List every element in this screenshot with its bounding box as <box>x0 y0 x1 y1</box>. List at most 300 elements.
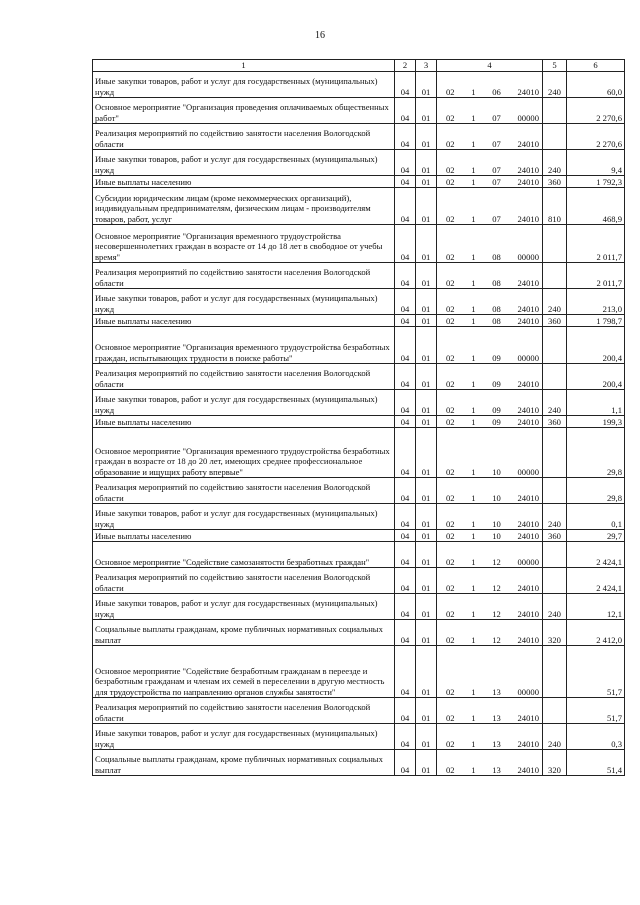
row-name: Иные выплаты населению <box>93 315 395 327</box>
subsection-code: 01 <box>416 478 437 504</box>
code-part: 02 <box>446 164 455 175</box>
row-name: Реализация мероприятий по содействию занятости населения Вологодской области <box>93 568 395 594</box>
row-name: Социальные выплаты гражданам, кроме публичных нормативных социальных выплат <box>93 620 395 646</box>
expense-type-code <box>543 698 567 724</box>
target-article-parts <box>437 252 542 262</box>
code-part: 09 <box>492 416 501 427</box>
section-code: 04 <box>395 478 416 504</box>
section-code: 04 <box>395 646 416 698</box>
target-article-parts <box>437 353 542 363</box>
code-part: 00000 <box>517 112 539 123</box>
code-part: 13 <box>492 738 501 749</box>
table-row <box>93 530 625 542</box>
amount: 29,7 <box>567 530 625 542</box>
table-row <box>93 124 625 150</box>
expense-type-code: 240 <box>543 289 567 315</box>
section-code: 04 <box>395 98 416 124</box>
code-part: 06 <box>492 86 501 97</box>
amount: 9,4 <box>567 150 625 176</box>
target-article-code <box>437 390 543 416</box>
target-article-code <box>437 568 543 594</box>
row-name: Иные выплаты населению <box>93 416 395 428</box>
column-header: 6 <box>567 60 625 72</box>
code-part: 10 <box>492 492 501 503</box>
section-code: 04 <box>395 620 416 646</box>
subsection-code: 01 <box>416 176 437 188</box>
code-part: 24010 <box>517 582 539 593</box>
code-part: 02 <box>446 764 455 775</box>
section-code: 04 <box>395 594 416 620</box>
budget-table <box>92 59 625 776</box>
code-part: 24010 <box>517 764 539 775</box>
code-part: 24010 <box>517 738 539 749</box>
column-header: 4 <box>437 60 543 72</box>
row-name: Основное мероприятие "Содействие самозанятости безработных граждан" <box>93 542 395 568</box>
code-part: 24010 <box>517 712 539 723</box>
target-article-parts <box>437 739 542 749</box>
code-part: 02 <box>446 176 455 187</box>
row-name: Реализация мероприятий по содействию занятости населения Вологодской области <box>93 698 395 724</box>
expense-type-code <box>543 225 567 263</box>
code-part: 1 <box>471 556 476 567</box>
code-part: 02 <box>446 86 455 97</box>
target-article-code <box>437 150 543 176</box>
section-code: 04 <box>395 124 416 150</box>
section-code: 04 <box>395 315 416 327</box>
expense-type-code: 240 <box>543 150 567 176</box>
expense-type-code <box>543 124 567 150</box>
amount: 60,0 <box>567 72 625 98</box>
target-article-parts <box>437 214 542 224</box>
code-part: 1 <box>471 416 476 427</box>
code-part: 09 <box>492 352 501 363</box>
amount: 2 412,0 <box>567 620 625 646</box>
target-article-code <box>437 478 543 504</box>
target-article-code <box>437 289 543 315</box>
subsection-code: 01 <box>416 568 437 594</box>
code-part: 1 <box>471 112 476 123</box>
target-article-parts <box>437 765 542 775</box>
table-row <box>93 327 625 364</box>
subsection-code: 01 <box>416 72 437 98</box>
target-article-code <box>437 646 543 698</box>
row-name: Основное мероприятие "Содействие безработным гражданам в переезде и безработным гражданам и членам их семей в переселении в другую местность для трудоустройства по направлению органов службы занятости" <box>93 646 395 698</box>
code-part: 1 <box>471 492 476 503</box>
subsection-code: 01 <box>416 724 437 750</box>
target-article-parts <box>437 113 542 123</box>
code-part: 24010 <box>517 518 539 529</box>
code-part: 24010 <box>517 315 539 326</box>
code-part: 1 <box>471 634 476 645</box>
code-part: 00000 <box>517 686 539 697</box>
table-row <box>93 225 625 263</box>
row-name: Иные закупки товаров, работ и услуг для государственных (муниципальных) нужд <box>93 390 395 416</box>
amount: 1 798,7 <box>567 315 625 327</box>
table-row <box>93 750 625 776</box>
section-code: 04 <box>395 428 416 478</box>
code-part: 02 <box>446 315 455 326</box>
expense-type-code <box>543 646 567 698</box>
expense-type-code: 240 <box>543 594 567 620</box>
section-code: 04 <box>395 72 416 98</box>
code-part: 08 <box>492 251 501 262</box>
row-name: Реализация мероприятий по содействию занятости населения Вологодской области <box>93 124 395 150</box>
code-part: 24010 <box>517 416 539 427</box>
table-row <box>93 698 625 724</box>
amount: 0,3 <box>567 724 625 750</box>
code-part: 1 <box>471 518 476 529</box>
expense-type-code: 360 <box>543 416 567 428</box>
code-part: 1 <box>471 608 476 619</box>
target-article-code <box>437 176 543 188</box>
page-number: 16 <box>315 30 325 41</box>
code-part: 1 <box>471 86 476 97</box>
target-article-code <box>437 263 543 289</box>
target-article-code <box>437 364 543 390</box>
target-article-parts <box>437 687 542 697</box>
expense-type-code: 360 <box>543 176 567 188</box>
table-row <box>93 724 625 750</box>
code-part: 24010 <box>517 164 539 175</box>
code-part: 00000 <box>517 466 539 477</box>
section-code: 04 <box>395 263 416 289</box>
target-article-parts <box>437 278 542 288</box>
subsection-code: 01 <box>416 530 437 542</box>
code-part: 13 <box>492 686 501 697</box>
code-part: 1 <box>471 251 476 262</box>
target-article-code <box>437 750 543 776</box>
target-article-code <box>437 428 543 478</box>
target-article-code <box>437 315 543 327</box>
amount: 2 424,1 <box>567 568 625 594</box>
code-part: 02 <box>446 112 455 123</box>
section-code: 04 <box>395 390 416 416</box>
row-name: Основное мероприятие "Организация временного трудоустройства безработных граждан в возрасте от 18 до 20 лет, имеющих среднее профессиональное образование и ищущих работу впервые" <box>93 428 395 478</box>
section-code: 04 <box>395 724 416 750</box>
amount: 213,0 <box>567 289 625 315</box>
table-row <box>93 263 625 289</box>
code-part: 02 <box>446 352 455 363</box>
amount: 2 270,6 <box>567 98 625 124</box>
amount: 2 270,6 <box>567 124 625 150</box>
code-part: 24010 <box>517 277 539 288</box>
amount: 12,1 <box>567 594 625 620</box>
subsection-code: 01 <box>416 646 437 698</box>
target-article-parts <box>437 139 542 149</box>
amount: 0,1 <box>567 504 625 530</box>
table-row <box>93 390 625 416</box>
expense-type-code <box>543 478 567 504</box>
code-part: 02 <box>446 518 455 529</box>
table-row <box>93 72 625 98</box>
code-part: 02 <box>446 404 455 415</box>
code-part: 13 <box>492 712 501 723</box>
target-article-parts <box>437 165 542 175</box>
column-header: 3 <box>416 60 437 72</box>
subsection-code: 01 <box>416 390 437 416</box>
target-article-parts <box>437 519 542 529</box>
table-row <box>93 568 625 594</box>
code-part: 02 <box>446 303 455 314</box>
code-part: 07 <box>492 176 501 187</box>
code-part: 07 <box>492 112 501 123</box>
column-header: 5 <box>543 60 567 72</box>
code-part: 02 <box>446 686 455 697</box>
code-part: 02 <box>446 608 455 619</box>
section-code: 04 <box>395 188 416 225</box>
target-article-code <box>437 724 543 750</box>
row-name: Иные закупки товаров, работ и услуг для государственных (муниципальных) нужд <box>93 504 395 530</box>
code-part: 1 <box>471 213 476 224</box>
amount: 468,9 <box>567 188 625 225</box>
code-part: 1 <box>471 138 476 149</box>
section-code: 04 <box>395 416 416 428</box>
amount: 1,1 <box>567 390 625 416</box>
code-part: 12 <box>492 556 501 567</box>
target-article-code <box>437 698 543 724</box>
code-part: 07 <box>492 164 501 175</box>
amount: 51,4 <box>567 750 625 776</box>
code-part: 1 <box>471 764 476 775</box>
code-part: 02 <box>446 738 455 749</box>
amount: 2 011,7 <box>567 225 625 263</box>
expense-type-code: 810 <box>543 188 567 225</box>
target-article-code <box>437 72 543 98</box>
code-part: 02 <box>446 466 455 477</box>
target-article-parts <box>437 405 542 415</box>
code-part: 24010 <box>517 492 539 503</box>
row-name: Реализация мероприятий по содействию занятости населения Вологодской области <box>93 364 395 390</box>
expense-type-code <box>543 98 567 124</box>
subsection-code: 01 <box>416 542 437 568</box>
code-part: 24010 <box>517 138 539 149</box>
code-part: 00000 <box>517 251 539 262</box>
target-article-parts <box>437 417 542 427</box>
target-article-parts <box>437 304 542 314</box>
section-code: 04 <box>395 364 416 390</box>
code-part: 1 <box>471 303 476 314</box>
subsection-code: 01 <box>416 289 437 315</box>
amount: 51,7 <box>567 646 625 698</box>
amount: 199,3 <box>567 416 625 428</box>
row-name: Реализация мероприятий по содействию занятости населения Вологодской области <box>93 478 395 504</box>
code-part: 24010 <box>517 303 539 314</box>
subsection-code: 01 <box>416 594 437 620</box>
expense-type-code <box>543 327 567 364</box>
code-part: 1 <box>471 530 476 541</box>
code-part: 07 <box>492 213 501 224</box>
section-code: 04 <box>395 530 416 542</box>
table-row <box>93 150 625 176</box>
code-part: 24010 <box>517 530 539 541</box>
row-name: Основное мероприятие "Организация временного трудоустройства несовершеннолетних граждан в возрасте от 14 до 18 лет в свободное от учебы время" <box>93 225 395 263</box>
expense-type-code: 240 <box>543 390 567 416</box>
table-row <box>93 176 625 188</box>
code-part: 10 <box>492 466 501 477</box>
section-code: 04 <box>395 698 416 724</box>
code-part: 1 <box>471 277 476 288</box>
code-part: 02 <box>446 251 455 262</box>
subsection-code: 01 <box>416 98 437 124</box>
table-row <box>93 594 625 620</box>
code-part: 24010 <box>517 213 539 224</box>
section-code: 04 <box>395 504 416 530</box>
target-article-parts <box>437 177 542 187</box>
code-part: 24010 <box>517 634 539 645</box>
target-article-code <box>437 98 543 124</box>
code-part: 00000 <box>517 556 539 567</box>
row-name: Иные закупки товаров, работ и услуг для государственных (муниципальных) нужд <box>93 150 395 176</box>
target-article-parts <box>437 379 542 389</box>
table-row <box>93 646 625 698</box>
code-part: 1 <box>471 686 476 697</box>
row-name: Иные закупки товаров, работ и услуг для государственных (муниципальных) нужд <box>93 594 395 620</box>
code-part: 02 <box>446 556 455 567</box>
code-part: 1 <box>471 466 476 477</box>
row-name: Основное мероприятие "Организация временного трудоустройства безработных граждан, испытывающих трудности в поиске работы" <box>93 327 395 364</box>
row-name: Реализация мероприятий по содействию занятости населения Вологодской области <box>93 263 395 289</box>
subsection-code: 01 <box>416 124 437 150</box>
target-article-code <box>437 124 543 150</box>
amount: 29,8 <box>567 428 625 478</box>
subsection-code: 01 <box>416 620 437 646</box>
target-article-code <box>437 530 543 542</box>
subsection-code: 01 <box>416 698 437 724</box>
table-row <box>93 289 625 315</box>
expense-type-code <box>543 568 567 594</box>
expense-type-code: 320 <box>543 750 567 776</box>
target-article-parts <box>437 635 542 645</box>
code-part: 1 <box>471 164 476 175</box>
code-part: 1 <box>471 176 476 187</box>
target-article-code <box>437 327 543 364</box>
row-name: Субсидии юридическим лицам (кроме некоммерческих организаций), индивидуальным предпринимателям, физическим лицам - производителям товаров, работ, услуг <box>93 188 395 225</box>
column-header: 2 <box>395 60 416 72</box>
table-row <box>93 620 625 646</box>
target-article-code <box>437 620 543 646</box>
code-part: 1 <box>471 378 476 389</box>
expense-type-code <box>543 542 567 568</box>
code-part: 08 <box>492 315 501 326</box>
target-article-code <box>437 225 543 263</box>
amount: 51,7 <box>567 698 625 724</box>
subsection-code: 01 <box>416 750 437 776</box>
row-name: Иные выплаты населению <box>93 176 395 188</box>
code-part: 02 <box>446 492 455 503</box>
subsection-code: 01 <box>416 225 437 263</box>
table-row <box>93 428 625 478</box>
expense-type-code: 240 <box>543 72 567 98</box>
expense-type-code <box>543 263 567 289</box>
section-code: 04 <box>395 327 416 364</box>
code-part: 24010 <box>517 378 539 389</box>
section-code: 04 <box>395 750 416 776</box>
expense-type-code: 360 <box>543 530 567 542</box>
code-part: 1 <box>471 352 476 363</box>
target-article-parts <box>437 531 542 541</box>
expense-type-code: 320 <box>543 620 567 646</box>
expense-type-code: 240 <box>543 724 567 750</box>
code-part: 02 <box>446 634 455 645</box>
target-article-parts <box>437 467 542 477</box>
subsection-code: 01 <box>416 416 437 428</box>
section-code: 04 <box>395 176 416 188</box>
target-article-code <box>437 594 543 620</box>
target-article-parts <box>437 493 542 503</box>
expense-type-code <box>543 428 567 478</box>
table-row <box>93 478 625 504</box>
table-row <box>93 315 625 327</box>
table-row <box>93 416 625 428</box>
table-row <box>93 364 625 390</box>
amount: 2 011,7 <box>567 263 625 289</box>
target-article-code <box>437 504 543 530</box>
target-article-parts <box>437 583 542 593</box>
subsection-code: 01 <box>416 504 437 530</box>
code-part: 1 <box>471 315 476 326</box>
subsection-code: 01 <box>416 150 437 176</box>
section-code: 04 <box>395 225 416 263</box>
code-part: 02 <box>446 277 455 288</box>
code-part: 08 <box>492 303 501 314</box>
table-row <box>93 188 625 225</box>
code-part: 02 <box>446 530 455 541</box>
code-part: 24010 <box>517 608 539 619</box>
row-name: Иные закупки товаров, работ и услуг для государственных (муниципальных) нужд <box>93 289 395 315</box>
code-part: 02 <box>446 378 455 389</box>
code-part: 1 <box>471 738 476 749</box>
amount: 1 792,3 <box>567 176 625 188</box>
code-part: 02 <box>446 138 455 149</box>
expense-type-code: 360 <box>543 315 567 327</box>
code-part: 24010 <box>517 404 539 415</box>
subsection-code: 01 <box>416 428 437 478</box>
header-row <box>93 60 625 72</box>
amount: 2 424,1 <box>567 542 625 568</box>
subsection-code: 01 <box>416 188 437 225</box>
row-name: Иные закупки товаров, работ и услуг для государственных (муниципальных) нужд <box>93 72 395 98</box>
code-part: 08 <box>492 277 501 288</box>
code-part: 07 <box>492 138 501 149</box>
target-article-parts <box>437 87 542 97</box>
target-article-code <box>437 188 543 225</box>
amount: 200,4 <box>567 364 625 390</box>
table-row <box>93 504 625 530</box>
table-row <box>93 542 625 568</box>
code-part: 10 <box>492 518 501 529</box>
section-code: 04 <box>395 568 416 594</box>
expense-type-code: 240 <box>543 504 567 530</box>
subsection-code: 01 <box>416 364 437 390</box>
target-article-parts <box>437 316 542 326</box>
code-part: 00000 <box>517 352 539 363</box>
code-part: 09 <box>492 404 501 415</box>
code-part: 02 <box>446 213 455 224</box>
code-part: 09 <box>492 378 501 389</box>
code-part: 24010 <box>517 86 539 97</box>
table-row <box>93 98 625 124</box>
code-part: 1 <box>471 404 476 415</box>
expense-type-code <box>543 364 567 390</box>
target-article-parts <box>437 609 542 619</box>
code-part: 02 <box>446 712 455 723</box>
code-part: 1 <box>471 582 476 593</box>
section-code: 04 <box>395 150 416 176</box>
code-part: 12 <box>492 634 501 645</box>
subsection-code: 01 <box>416 315 437 327</box>
code-part: 10 <box>492 530 501 541</box>
target-article-parts <box>437 713 542 723</box>
